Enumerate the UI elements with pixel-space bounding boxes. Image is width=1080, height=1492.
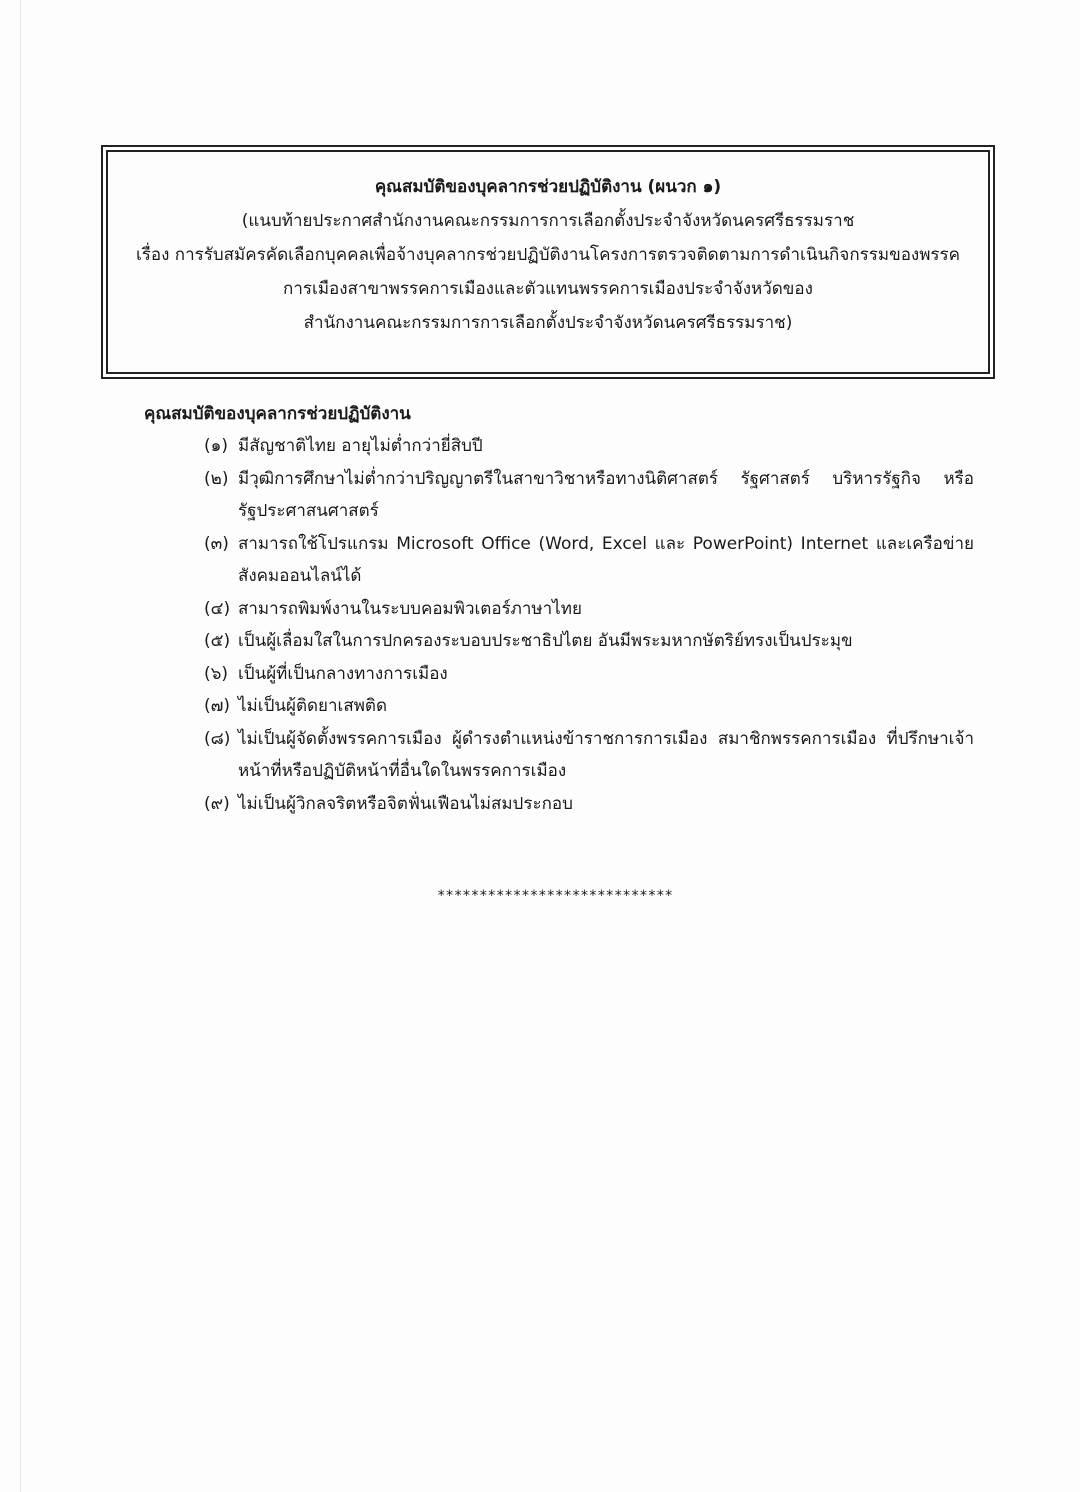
qualification-text: มีสัญชาติไทย อายุไม่ต่ำกว่ายี่สิบปี	[238, 436, 483, 456]
qualification-number: (๘)	[204, 728, 231, 749]
qualification-text: ไม่เป็นผู้จัดตั้งพรรคการเมือง ผู้ดำรงตำแหน่งข้าราชการการเมือง สมาชิกพรรคการเมือง ที่ปรึกษาเจ้าหน้าที่หรือปฏิบัติหน้าที่อื่นใดในพรรคการเมือง	[238, 728, 974, 781]
qualifications-list	[204, 430, 974, 820]
qualification-item-1	[204, 430, 974, 463]
qualification-number: (๒)	[204, 468, 229, 489]
qualification-item-9	[204, 788, 974, 821]
end-separator: ****************************	[436, 888, 673, 904]
qualification-text: ไม่เป็นผู้ติดยาเสพติด	[238, 696, 387, 716]
qualification-number: (๗)	[204, 696, 231, 716]
qualification-item-4	[204, 593, 974, 626]
qualification-number: (๖)	[204, 663, 229, 684]
annex-header-box	[106, 150, 990, 374]
qualification-item-7	[204, 690, 974, 723]
annex-subtitle-line-1: (แนบท้ายประกาศสำนักงานคณะกรรมการการเลือกตั้งประจำจังหวัดนครศรีธรรมราช	[241, 211, 855, 231]
qualification-item-2	[204, 463, 974, 528]
qualification-text: สามารถพิมพ์งานในระบบคอมพิวเตอร์ภาษาไทย	[238, 598, 582, 619]
qualification-number: (๑)	[204, 436, 229, 456]
qualification-number: (๓)	[204, 533, 229, 554]
qualification-text: ไม่เป็นผู้วิกลจริตหรือจิตฟั่นเฟือนไม่สมประกอบ	[238, 793, 573, 814]
qualification-text: มีวุฒิการศึกษาไม่ต่ำกว่าปริญญาตรีในสาขาวิชาหรือทางนิติศาสตร์ รัฐศาสตร์ บริหารรัฐกิจ หรือรัฐประศาสนศาสตร์	[238, 468, 974, 521]
qualification-item-3	[204, 528, 974, 593]
scan-edge-line	[20, 0, 21, 1492]
qualification-number: (๕)	[204, 631, 231, 651]
qualification-item-5	[204, 625, 974, 658]
qualification-text: เป็นผู้เลื่อมใสในการปกครองระบอบประชาธิปไตย อันมีพระมหากษัตริย์ทรงเป็นประมุข	[238, 631, 853, 651]
annex-subtitle-line-4: สำนักงานคณะกรรมการการเลือกตั้งประจำจังหวัดนครศรีธรรมราช)	[303, 313, 793, 333]
qualification-item-8	[204, 723, 974, 788]
qualification-item-6	[204, 658, 974, 691]
qualification-number: (๙)	[204, 793, 230, 814]
qualification-number: (๔)	[204, 598, 231, 619]
annex-subtitle-line-2: เรื่อง การรับสมัครคัดเลือกบุคคลเพื่อจ้างบุคลากรช่วยปฏิบัติงานโครงการตรวจติดตามการดำเนินกิจกรรมของพรรค	[135, 245, 961, 265]
annex-title: คุณสมบัติของบุคลากรช่วยปฏิบัติงาน (ผนวก ๑)	[374, 177, 722, 197]
qualification-text: สามารถใช้โปรแกรม Microsoft Office (Word, Excel และ PowerPoint) Internet และเครือข่ายสังคมออนไลน์ได้	[238, 533, 974, 586]
annex-subtitle-line-3: การเมืองสาขาพรรคการเมืองและตัวแทนพรรคการเมืองประจำจังหวัดของ	[283, 279, 813, 299]
qualification-text: เป็นผู้ที่เป็นกลางทางการเมือง	[238, 663, 448, 684]
qualifications-heading: คุณสมบัติของบุคลากรช่วยปฏิบัติงาน	[144, 404, 411, 424]
